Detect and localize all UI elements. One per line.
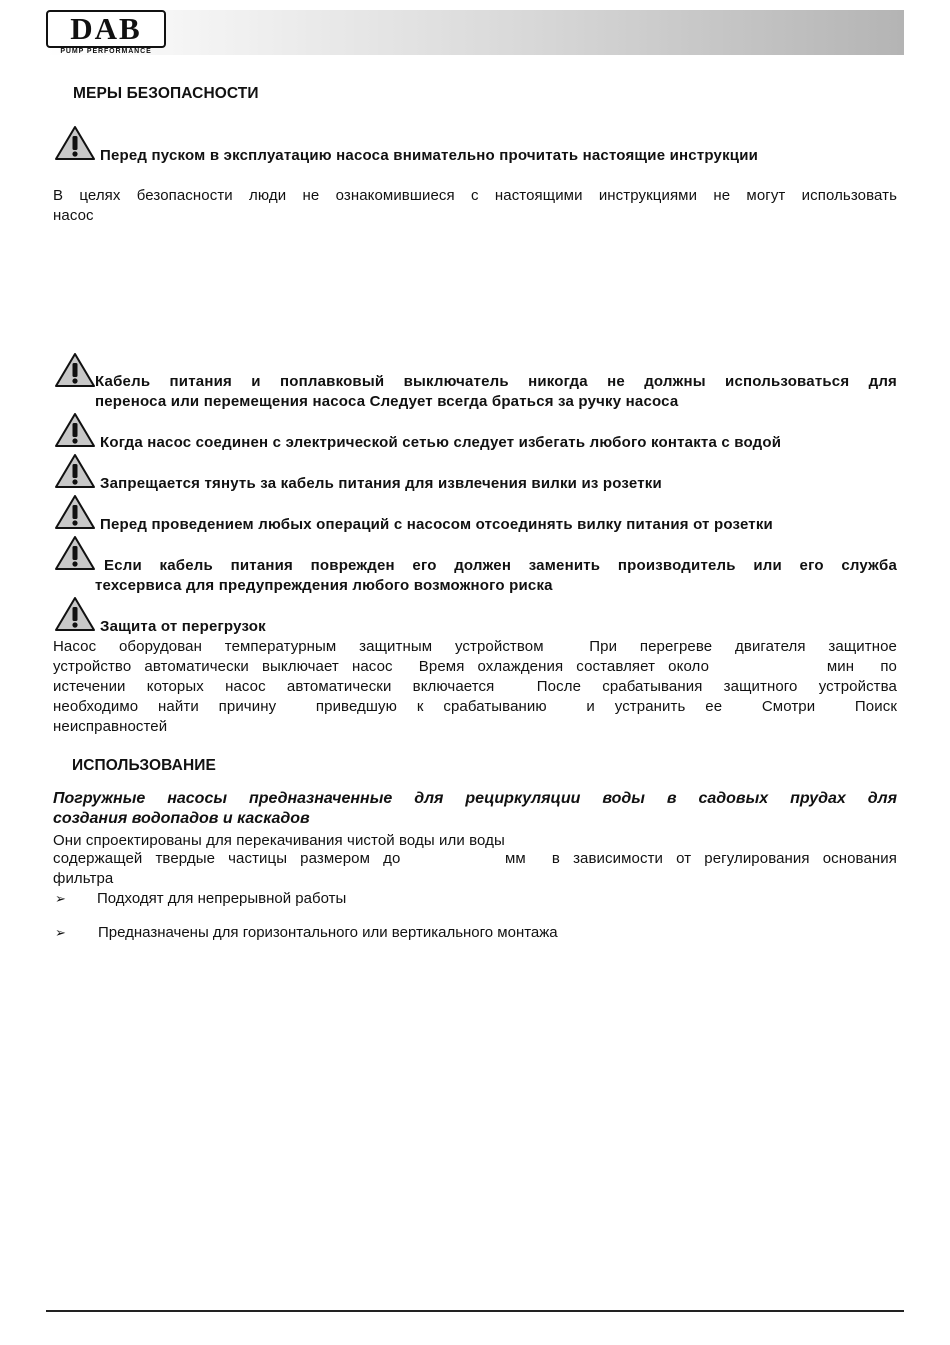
- header-bar: [46, 10, 904, 55]
- safety-heading: МЕРЫ БЕЗОПАСНОСТИ: [73, 85, 259, 102]
- overload-heading: Защита от перегрузок: [100, 618, 266, 635]
- warning-damaged-cable-line2: техсервиса для предупреждения любого возможного риска: [95, 577, 553, 594]
- overload-line: устройство автоматически выключает насос Время охлаждения составляет около мин по: [53, 658, 897, 675]
- warning-no-pull-cable: Запрещается тянуть за кабель питания для извлечения вилки из розетки: [100, 475, 662, 492]
- warning-triangle-icon: [54, 535, 96, 571]
- safety-paragraph-line1: В целях безопасности люди не ознакомившиеся с настоящими инструкциями не могут использовать: [53, 187, 897, 204]
- warning-triangle-icon: [54, 596, 96, 632]
- warning-avoid-water: Когда насос соединен с электрической сетью следует избегать любого контакта с водой: [100, 434, 782, 451]
- overload-line: Насос оборудован температурным защитным устройством При перегреве двигателя защитное: [53, 638, 897, 655]
- logo-subtitle: PUMP PERFORMANCE: [60, 48, 152, 55]
- logo-text: DAB: [70, 11, 142, 46]
- dab-logo: [46, 10, 166, 57]
- warning-triangle-icon: [54, 494, 96, 530]
- warning-cable-line1: Кабель питания и поплавковый выключатель никогда не должны использоваться для: [95, 373, 897, 390]
- usage-text-line3: фильтра: [53, 870, 114, 887]
- bullet-item: Предназначены для горизонтального или вертикального монтажа: [98, 924, 558, 941]
- warning-read-instructions: Перед пуском в эксплуатацию насоса внимательно прочитать настоящие инструкции: [100, 147, 759, 164]
- warning-triangle-icon: [54, 453, 96, 489]
- warning-triangle-icon: [54, 125, 96, 161]
- overload-line: истечении которых насос автоматически включается После срабатывания защитного устройства: [53, 678, 897, 695]
- bullet-arrow-icon: ➢: [55, 925, 66, 940]
- usage-heading: ИСПОЛЬЗОВАНИЕ: [72, 757, 216, 774]
- safety-paragraph-line2: насос: [53, 207, 94, 224]
- warning-damaged-cable-line1: Если кабель питания поврежден его должен заменить производитель или его служба: [104, 557, 897, 574]
- bullet-arrow-icon: ➢: [55, 891, 66, 906]
- footer-divider: [46, 1310, 904, 1312]
- warning-disconnect-plug: Перед проведением любых операций с насосом отсоединять вилку питания от розетки: [100, 516, 773, 533]
- usage-intro-line1: Погружные насосы предназначенные для рециркуляции воды в садовых прудах для: [53, 790, 897, 807]
- usage-text-line1: Они спроектированы для перекачивания чистой воды или воды: [53, 832, 505, 849]
- warning-triangle-icon: [54, 412, 96, 448]
- usage-intro-line2: создания водопадов и каскадов: [53, 810, 310, 827]
- bullet-item: Подходят для непрерывной работы: [97, 890, 347, 907]
- warning-triangle-icon: [54, 352, 96, 388]
- usage-text-line2: содержащей твердые частицы размером до мм в зависимости от регулирования основания: [53, 850, 897, 867]
- overload-line: необходимо найти причину приведшую к срабатыванию и устранить ее Смотри Поиск: [53, 698, 897, 715]
- overload-line: неисправностей: [53, 718, 168, 735]
- warning-cable-line2: переноса или перемещения насоса Следует всегда браться за ручку насоса: [95, 393, 679, 410]
